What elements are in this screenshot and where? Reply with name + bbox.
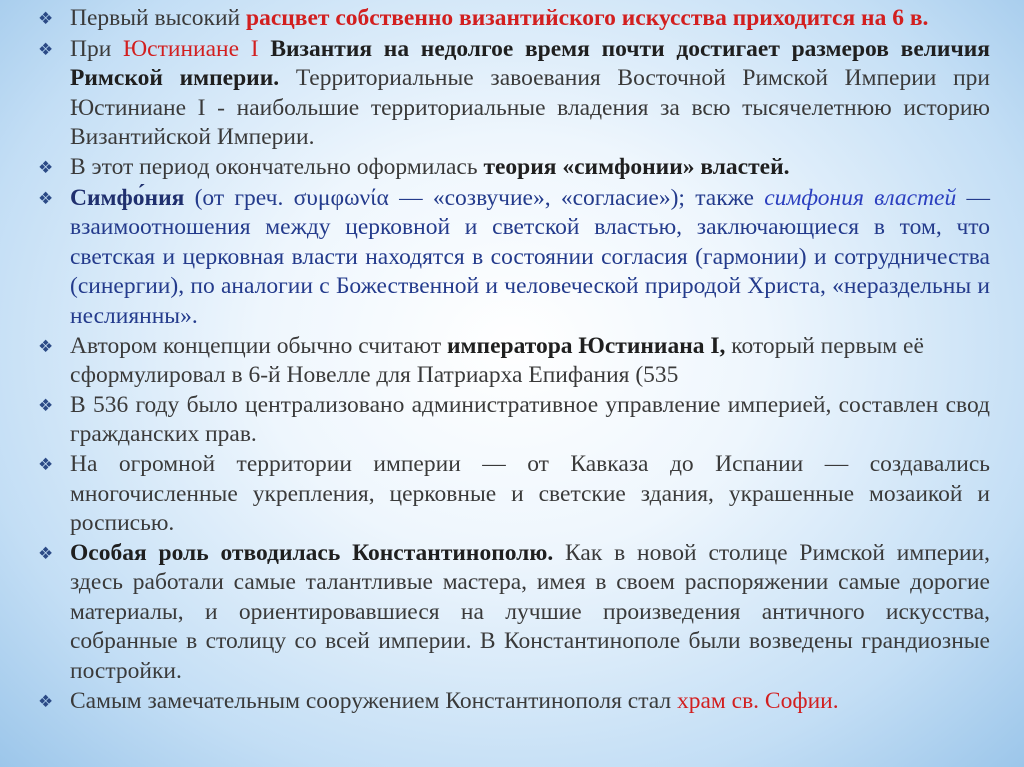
text-span: Самым замечательным сооружением Константинополя стал [70,687,677,714]
text-span: (от греч. συμφωνία — «созвучие», «согласие»); также [184,184,765,211]
diamond-bullet-icon: ❖ [38,543,54,564]
diamond-bullet-icon: ❖ [38,395,54,416]
text-span: — взаимоотношения между церковной и светской властью, заключающиеся в том, что светская и церковная власти находятся в состоянии согласия (гармонии) и сотрудничества (синергии), по аналогии с Божественной и человеческой природой Христа, «нераздельны и неслиянны». [70,184,991,329]
bullet-item [38,332,990,391]
bullet-text [70,450,990,539]
bullet-item [38,4,990,35]
diamond-bullet-icon: ❖ [38,188,54,209]
text-span: Территориальные завоевания Восточной Римской Империи при Юстиниане I - наибольшие территориальные владения за всю тысячелетнюю историю Византийской Империи. [70,65,990,151]
bullet-text [70,687,990,717]
diamond-bullet-icon: ❖ [38,691,54,712]
highlight-text: расцвет собственно византийского искусства приходится на 6 в. [246,5,929,31]
highlight-text: храм св. Софии. [676,687,839,714]
bullet-item [38,153,990,184]
bold-text: императора Юстиниана I, [446,332,726,359]
bullet-text [70,35,990,153]
bullet-text [70,153,990,183]
diamond-bullet-icon: ❖ [38,336,54,357]
text-span: В 536 году было централизовано административное управление империей, составлен свод гражданских прав. [70,391,990,448]
bullet-item [38,391,990,450]
text-span: В этот период окончательно оформилась [70,153,484,180]
diamond-bullet-icon: ❖ [38,39,54,60]
bullet-item [38,450,990,539]
bullet-text [70,539,990,687]
text-span: Автором концепции обычно считают [70,332,447,359]
bullet-item [38,687,990,718]
text-span: который первым её сформулировал в 6-й Новелле для Патриарха Епифания (535 [70,332,924,389]
diamond-bullet-icon: ❖ [38,9,54,29]
bullet-item [38,539,990,687]
text-span: При [70,35,124,62]
text-span: Как в новой столице Римской империи, здесь работали самые талантливые мастера, имея в своем распоряжении самые дорогие материалы, и ориентировавшиеся на лучшие произведения античного искусства, собранные в столицу со всей империи. В Константинополе были возведены грандиозные постройки. [70,539,990,685]
bullet-text [70,4,990,34]
diamond-bullet-icon: ❖ [38,454,54,475]
bold-text: Симфо́ния [70,184,185,211]
italic-text: симфония властей [764,184,957,211]
bullet-text [70,391,990,450]
bullet-item [38,35,990,153]
bullet-text [70,332,990,391]
bold-text: Византия на недолгое время почти достигает размеров величия Римской империи. [70,35,990,92]
text-span: Первый высокий [70,5,246,31]
text-span: На огромной территории империи — от Кавказа до Испании — создавались многочисленные укрепления, церковные и светские здания, украшенные мозаикой и росписью. [70,450,990,537]
highlight-text: Юстиниане I [123,35,259,62]
bullet-text [70,184,990,332]
bold-text: теория «симфонии» властей. [483,153,790,180]
diamond-bullet-icon: ❖ [38,157,54,178]
bold-text: Особая роль отводилась Константинополю. [70,539,554,566]
bullet-item [38,184,990,332]
slide-content [38,4,990,767]
